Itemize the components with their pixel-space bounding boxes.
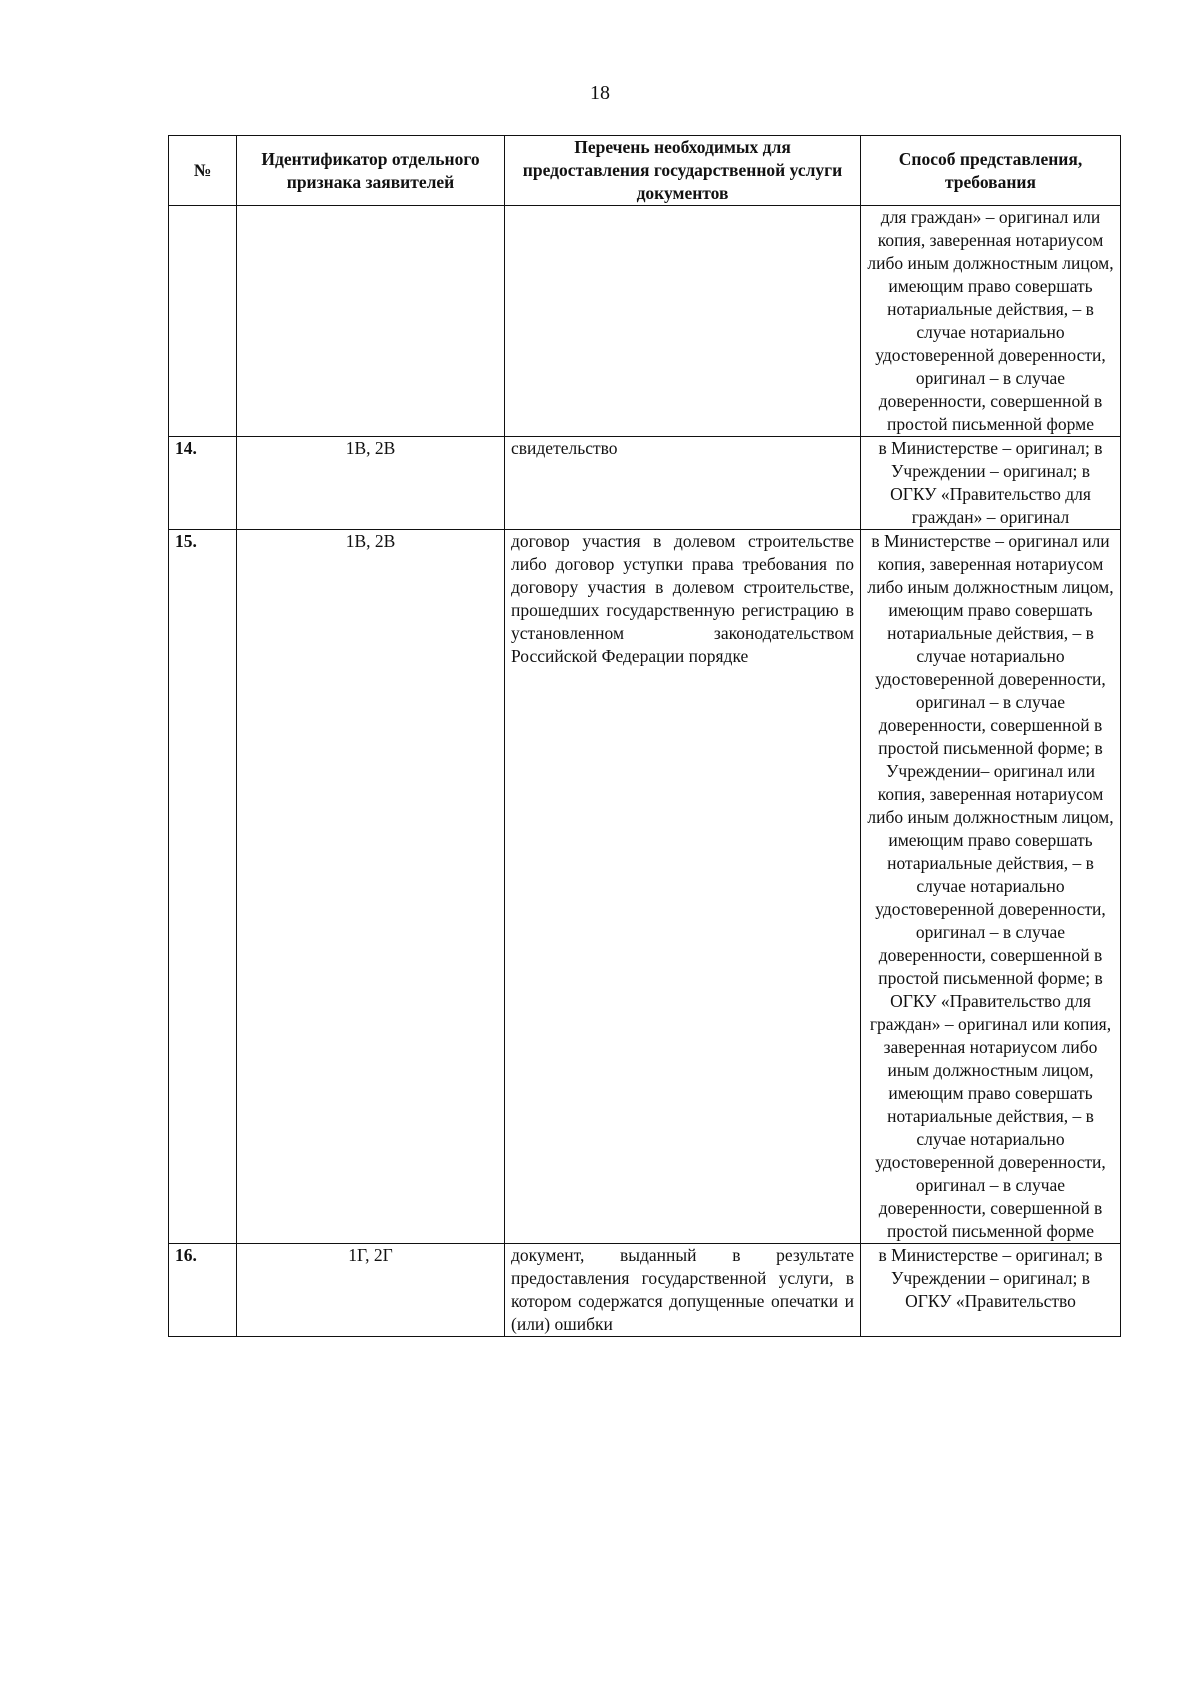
table-row-15 bbox=[169, 530, 1121, 1244]
row-method: в Министерстве – оригинал; в Учреждении – оригинал; в ОГКУ «Правительство bbox=[861, 1244, 1121, 1337]
row-method: в Министерстве – оригинал или копия, заверенная нотариусом либо иным должностным лицом, имеющим право совершать нотариальные действия, – в случае нотариально удостоверенной доверенности, оригинал – в случае доверенности, совершенной в простой письменной форме; в Учреждении– оригинал или копия, заверенная нотариусом либо иным должностным лицом, имеющим право совершать нотариальные действия, – в случае нотариально удостоверенной доверенности, оригинал – в случае доверенности, совершенной в простой письменной форме; в ОГКУ «Правительство для граждан» – оригинал или копия, заверенная нотариусом либо иным должностным лицом, имеющим право совершать нотариальные действия, – в случае нотариально удостоверенной доверенности, оригинал – в случае доверенности, совершенной в простой письменной форме bbox=[861, 530, 1121, 1244]
documents-table bbox=[168, 135, 1121, 1337]
header-identifier: Идентификатор отдельного признака заявителей bbox=[237, 136, 505, 206]
continuation-num-cell bbox=[169, 206, 237, 437]
row-identifier: 1Г, 2Г bbox=[237, 1244, 505, 1337]
row-document: свидетельство bbox=[505, 437, 861, 530]
continuation-method-cell: для граждан» – оригинал или копия, заверенная нотариусом либо иным должностным лицом, имеющим право совершать нотариальные действия, – в случае нотариально удостоверенной доверенности, оригинал – в случае доверенности, совершенной в простой письменной форме bbox=[861, 206, 1121, 437]
row-method: в Министерстве – оригинал; в Учреждении – оригинал; в ОГКУ «Правительство для граждан» – оригинал bbox=[861, 437, 1121, 530]
row-number: 16. bbox=[169, 1244, 237, 1337]
table-row-continuation bbox=[169, 206, 1121, 437]
page-number: 18 bbox=[590, 82, 610, 104]
row-identifier: 1В, 2В bbox=[237, 437, 505, 530]
header-documents: Перечень необходимых для предоставления государственной услуги документов bbox=[505, 136, 861, 206]
row-number: 15. bbox=[169, 530, 237, 1244]
continuation-identifier-cell bbox=[237, 206, 505, 437]
row-document: документ, выданный в результате предоставления государственной услуги, в котором содержатся допущенные опечатки и (или) ошибки bbox=[505, 1244, 861, 1337]
table-row-14 bbox=[169, 437, 1121, 530]
header-number: № bbox=[169, 136, 237, 206]
header-method: Способ представления, требования bbox=[861, 136, 1121, 206]
table-header-row bbox=[169, 136, 1121, 206]
row-document: договор участия в долевом строительстве либо договор уступки права требования по договору участия в долевом строительстве, прошедших государственную регистрацию в установленном законодательством Российской Федерации порядке bbox=[505, 530, 861, 1244]
continuation-document-cell bbox=[505, 206, 861, 437]
row-identifier: 1В, 2В bbox=[237, 530, 505, 1244]
table-row-16 bbox=[169, 1244, 1121, 1337]
row-number: 14. bbox=[169, 437, 237, 530]
